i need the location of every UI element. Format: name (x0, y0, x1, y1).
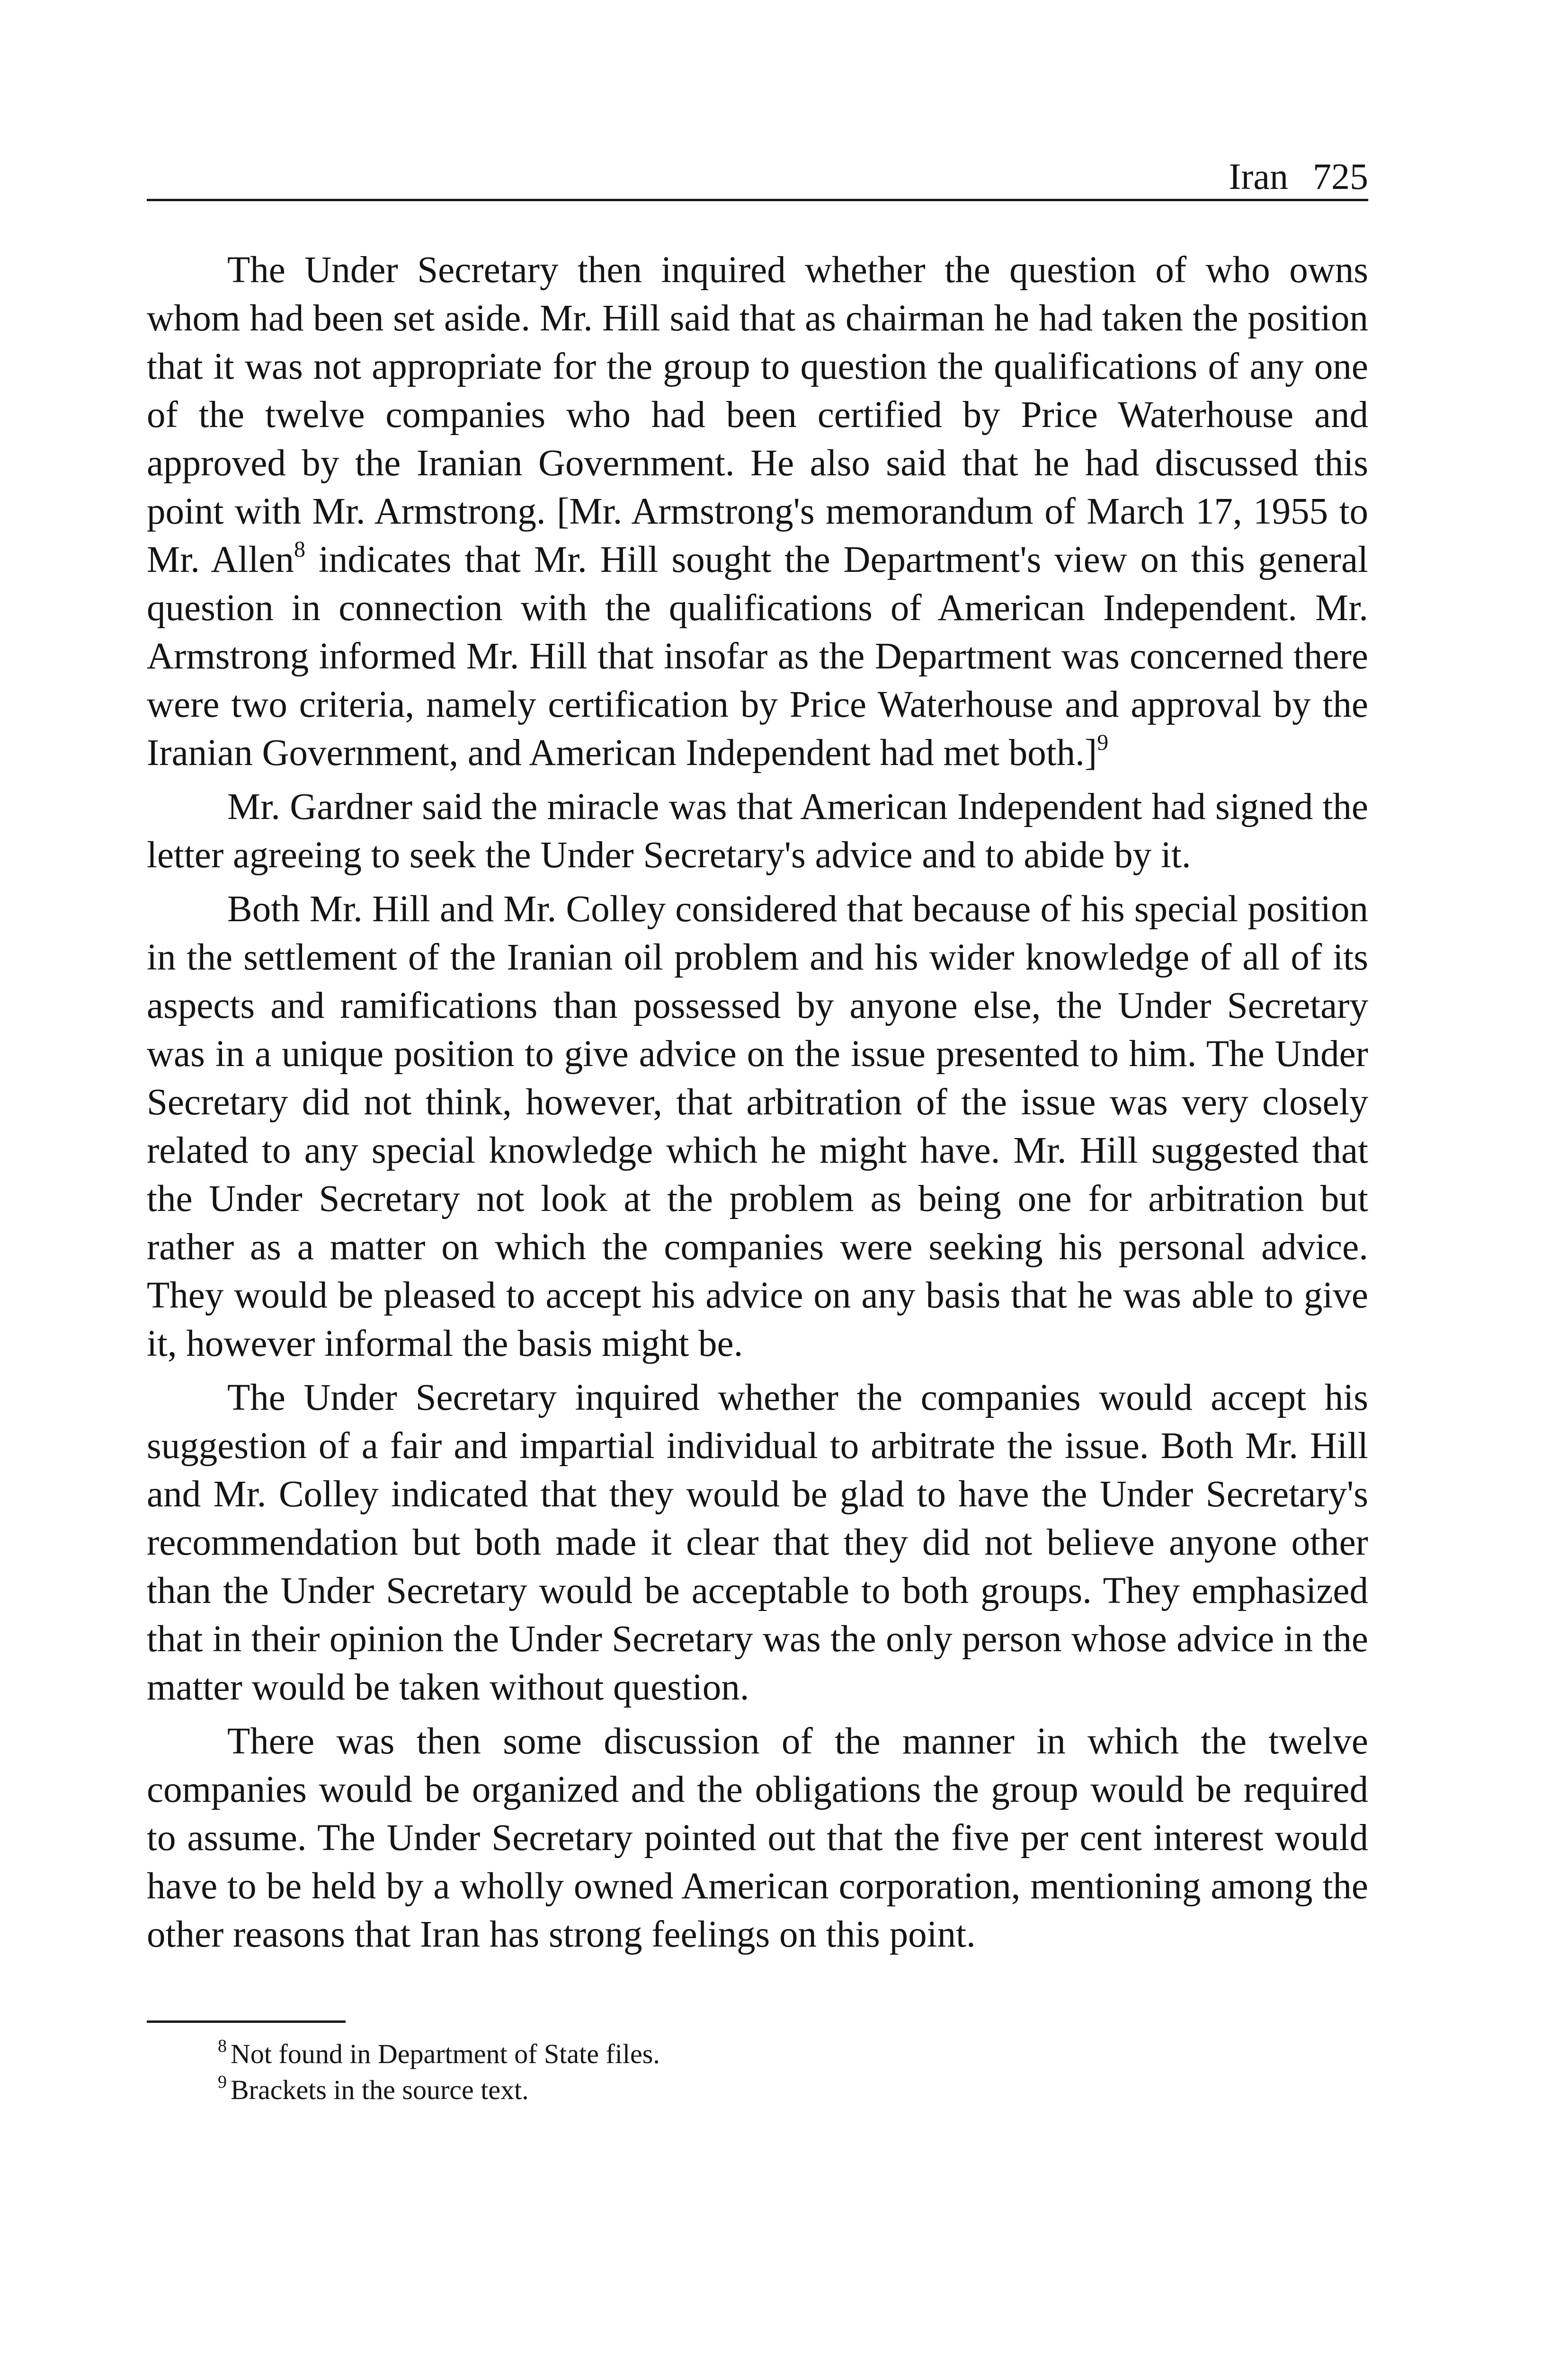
document-page (147, 156, 1368, 2108)
paragraph-5: There was then some discussion of the manner in which the twelve companies would be organized and the obligations the group would be required to assume. The Under Secretary pointed out that the five per cent interest would have to be held by a wholly owned American corporation, mentioning among the other reasons that Iran has strong feelings on this point. (147, 1721, 1368, 1955)
paragraph-3: Both Mr. Hill and Mr. Colley considered that because of his special position in the settlement of the Iranian oil problem and his wider knowledge of all of its aspects and ramifications than possessed by anyone else, the Under Secretary was in a unique position to give advice on the issue presented to him. The Under Secretary did not think, however, that arbitration of the issue was very closely related to any special knowledge which he might have. Mr. Hill suggested that the Under Secretary not look at the problem as being one for arbitration but rather as a matter on which the companies were seeking his personal advice. They would be pleased to accept his advice on any basis that he was able to give it, however informal the basis might be. (147, 889, 1368, 1364)
paragraph-1-text: The Under Secretary then inquired whether the question of who owns whom had been set aside. Mr. Hill said that as chairman he had taken the position that it was not appropriate for the group to question the qualifications of any one of the twelve companies who had been certified by Price Waterhouse and approved by the Iranian Government. He also said that he had discussed this point with Mr. Armstrong. [Mr. Armstrong's memorandum of March 17, 1955 to Mr. Allen (147, 249, 1368, 580)
footnote-8-text: Not found in Department of State files. (231, 2038, 660, 2069)
paragraph-4: The Under Secretary inquired whether the companies would accept his suggestion of a fair and impartial individual to arbitrate the issue. Both Mr. Hill and Mr. Colley indicated that they would be glad to have the Under Secretary's recommendation but both made it clear that they did not believe anyone other than the Under Secretary would be acceptable to both groups. They emphasized that in their opinion the Under Secretary was the only person whose advice in the matter would be taken without question. (147, 1377, 1368, 1708)
paragraph-2: Mr. Gardner said the miracle was that American Independent had signed the letter agreeing to seek the Under Secretary's advice and to abide by it. (147, 786, 1368, 876)
page-number: 725 (1313, 156, 1368, 197)
footnote-ref-8: 8 (294, 537, 305, 562)
paragraph-1 (147, 246, 1368, 777)
header-title (1229, 158, 1368, 195)
footnote-9 (147, 2072, 1368, 2108)
running-header (147, 156, 1368, 201)
body-text (147, 246, 1368, 1959)
footnote-9-text: Brackets in the source text. (231, 2074, 529, 2105)
footnote-8 (147, 2036, 1368, 2072)
footnote-marker-8: 8 (218, 2036, 227, 2056)
footnote-ref-9: 9 (1097, 730, 1109, 755)
footnote-marker-9: 9 (218, 2072, 227, 2092)
footnotes (147, 2036, 1368, 2108)
footnote-rule (147, 2020, 346, 2023)
header-section: Iran (1229, 156, 1288, 197)
paragraph-1-text-cont: indicates that Mr. Hill sought the Department's view on this general question in connection with the qualifications of American Independent. Mr. Armstrong informed Mr. Hill that insofar as the Department was concerned there were two criteria, namely certification by Price Waterhouse and approval by the Iranian Government, and American Independent had met both.] (147, 539, 1368, 774)
